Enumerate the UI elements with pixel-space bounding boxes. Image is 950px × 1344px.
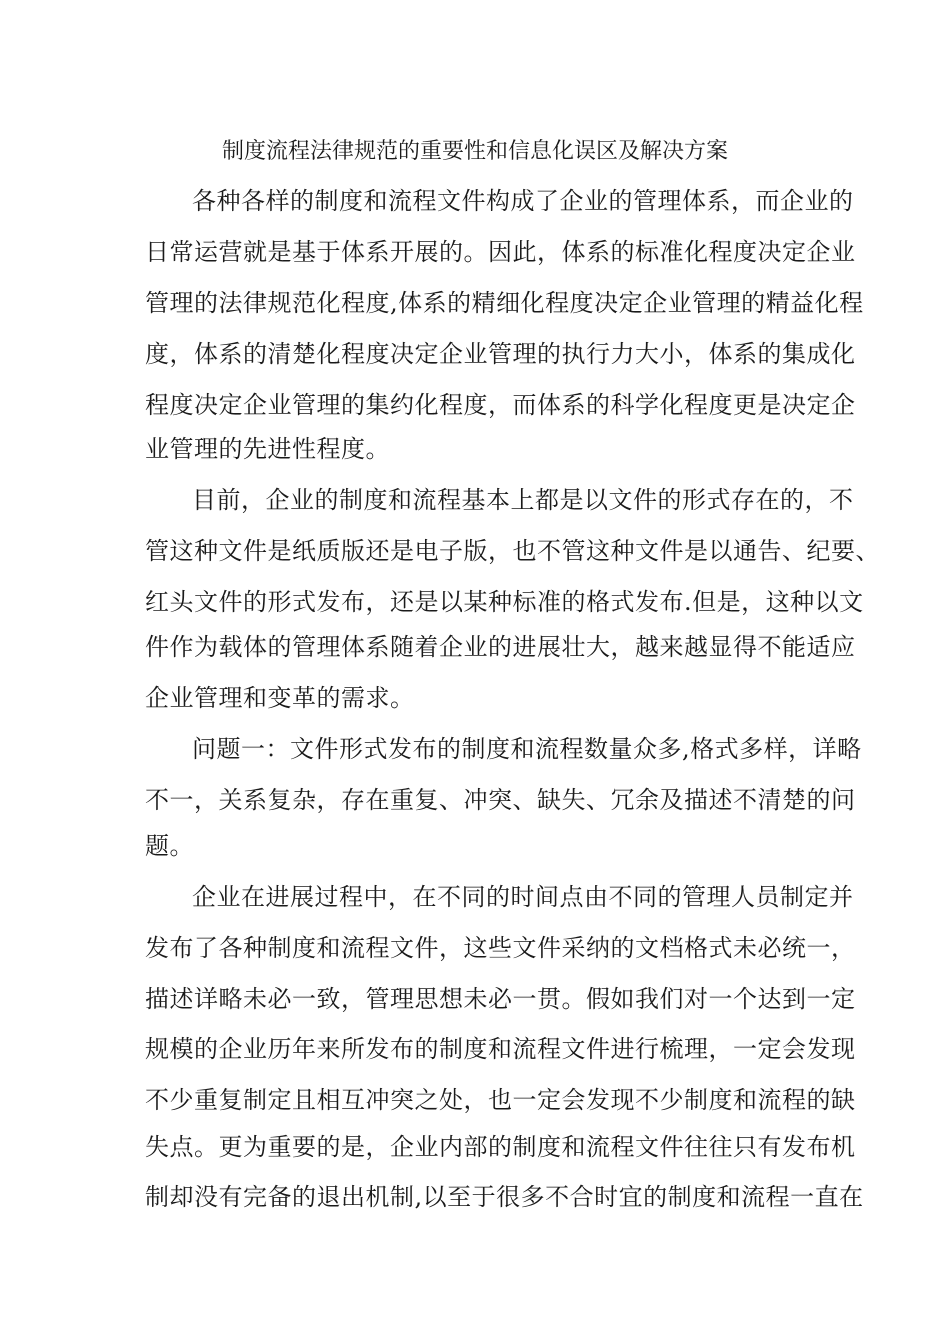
paragraph-2-line-4: 件作为载体的管理体系随着企业的进展壮大，越来越显得不能适应 bbox=[145, 633, 856, 661]
paragraph-4-line-6: 失点。更为重要的是，企业内部的制度和流程文件往往只有发布机 bbox=[145, 1133, 856, 1161]
paragraph-4-line-5: 不少重复制定且相互冲突之处，也一定会发现不少制度和流程的缺 bbox=[145, 1086, 856, 1114]
paragraph-3-line-1: 问题一：文件形式发布的制度和流程数量众多,格式多样，详略 bbox=[192, 735, 862, 763]
paragraph-4-line-4: 规模的企业历年来所发布的制度和流程文件进行梳理，一定会发现 bbox=[145, 1035, 856, 1063]
paragraph-1-line-4: 度，体系的清楚化程度决定企业管理的执行力大小，体系的集成化 bbox=[145, 340, 856, 368]
paragraph-1-line-3: 管理的法律规范化程度,体系的精细化程度决定企业管理的精益化程 bbox=[145, 289, 864, 317]
paragraph-2-line-3: 红头文件的形式发布，还是以某种标准的格式发布.但是，这种以文 bbox=[145, 588, 864, 616]
paragraph-4-line-7: 制却没有完备的退出机制,以至于很多不合时宜的制度和流程一直在 bbox=[145, 1183, 864, 1211]
paragraph-2-line-2: 管这种文件是纸质版还是电子版，也不管这种文件是以通告、纪要、 bbox=[145, 537, 880, 565]
paragraph-4-line-1: 企业在进展过程中，在不同的时间点由不同的管理人员制定并 bbox=[192, 883, 854, 911]
paragraph-4-line-3: 描述详略未必一致，管理思想未必一贯。假如我们对一个达到一定 bbox=[145, 985, 856, 1013]
paragraph-2-line-5: 企业管理和变革的需求。 bbox=[145, 684, 415, 712]
document-title: 制度流程法律规范的重要性和信息化误区及解决方案 bbox=[221, 139, 728, 164]
paragraph-3-line-2: 不一，关系复杂，存在重复、冲突、缺失、冗余及描述不清楚的问 bbox=[145, 786, 856, 814]
paragraph-2-line-1: 目前，企业的制度和流程基本上都是以文件的形式存在的，不 bbox=[192, 486, 854, 514]
paragraph-1-line-6: 业管理的先进性程度。 bbox=[145, 435, 390, 463]
paragraph-3-line-3: 题。 bbox=[145, 832, 194, 860]
paragraph-1-line-1: 各种各样的制度和流程文件构成了企业的管理体系，而企业的 bbox=[192, 187, 854, 215]
paragraph-1-line-2: 日常运营就是基于体系开展的。因此，体系的标准化程度决定企业 bbox=[145, 238, 856, 266]
paragraph-1-line-5: 程度决定企业管理的集约化程度，而体系的科学化程度更是决定企 bbox=[145, 391, 856, 419]
paragraph-4-line-2: 发布了各种制度和流程文件，这些文件采纳的文档格式未必统一， bbox=[145, 934, 856, 962]
